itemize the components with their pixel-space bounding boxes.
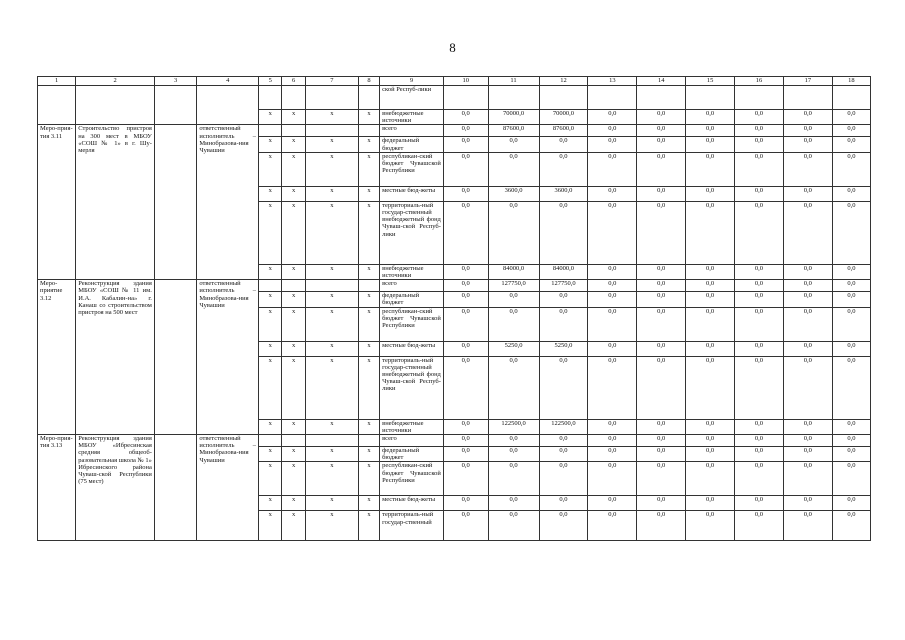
source-cell: территориаль-ный государ-ственный внебюджетный фонд Чуваш-ской Респуб-лики	[380, 356, 444, 419]
value-cell: 3600,0	[488, 186, 539, 201]
code-cell: x	[358, 447, 379, 462]
value-cell: 0,0	[735, 110, 784, 125]
measure-name: Строительство пристроя на 300 мест в МБОУ «СОШ № 1» в г. Шу-мерля	[76, 125, 155, 280]
value-cell: 0,0	[637, 341, 686, 356]
code-cell: x	[358, 292, 379, 307]
value-cell: 0,0	[735, 419, 784, 434]
value-cell: 0,0	[832, 264, 870, 279]
measure-name: Реконструкция здания МБОУ «Ибресинская средняя общеоб-разовательная школа № 1» Ибресинского района Чуваш-ской Республики (75 мест)	[76, 435, 155, 541]
header-cell: 12	[539, 77, 588, 86]
value-cell: 0,0	[735, 496, 784, 511]
value-cell: 0,0	[735, 280, 784, 292]
value-cell: 0,0	[443, 110, 488, 125]
code-cell: x	[358, 511, 379, 541]
value-cell: 0,0	[637, 110, 686, 125]
value-cell: 0,0	[637, 307, 686, 341]
value-cell: 0,0	[588, 201, 637, 264]
source-cell: федеральный бюджет	[380, 137, 444, 152]
code-cell: x	[259, 110, 282, 125]
code-cell: x	[305, 201, 358, 264]
value-cell: 0,0	[588, 152, 637, 186]
value-cell: 0,0	[735, 307, 784, 341]
code-cell: x	[259, 264, 282, 279]
value-cell: 0,0	[832, 280, 870, 292]
source-cell: федеральный бюджет	[380, 447, 444, 462]
code-cell	[358, 125, 379, 137]
value-cell: 0,0	[637, 152, 686, 186]
value-cell: 0,0	[588, 462, 637, 496]
value-cell: 0,0	[686, 137, 735, 152]
source-cell: республикан-ский бюджет Чувашской Республики	[380, 307, 444, 341]
value-cell: 0,0	[588, 435, 637, 447]
value-cell: 0,0	[783, 152, 832, 186]
code-cell: x	[358, 356, 379, 419]
code-cell: x	[282, 356, 305, 419]
code-cell: x	[259, 496, 282, 511]
code-cell: x	[358, 419, 379, 434]
code-cell	[305, 435, 358, 447]
value-cell: 0,0	[783, 356, 832, 419]
header-cell: 15	[686, 77, 735, 86]
value-cell: 0,0	[443, 201, 488, 264]
value-cell: 0,0	[832, 152, 870, 186]
value-cell: 0,0	[443, 496, 488, 511]
value-cell: 3600,0	[539, 186, 588, 201]
code-cell: x	[282, 341, 305, 356]
header-cell: 16	[735, 77, 784, 86]
code-cell: x	[305, 511, 358, 541]
code-cell: x	[305, 447, 358, 462]
value-cell: 0,0	[588, 292, 637, 307]
header-cell: 3	[154, 77, 197, 86]
measure-label: Меро-приятие 3.12	[38, 280, 76, 435]
value-cell: 0,0	[686, 356, 735, 419]
value-cell: 0,0	[539, 356, 588, 419]
value-cell: 0,0	[686, 292, 735, 307]
value-cell: 0,0	[735, 264, 784, 279]
header-cell: 17	[783, 77, 832, 86]
value-cell: 0,0	[539, 462, 588, 496]
source-cell: всего	[380, 125, 444, 137]
value-cell: 0,0	[686, 280, 735, 292]
code-cell: x	[259, 137, 282, 152]
code-cell	[305, 125, 358, 137]
source-cell: ской Респуб-лики	[380, 86, 444, 110]
value-cell: 0,0	[443, 280, 488, 292]
value-cell: 0,0	[443, 307, 488, 341]
code-cell: x	[282, 110, 305, 125]
table-row	[38, 125, 871, 137]
code-cell: x	[358, 307, 379, 341]
value-cell: 0,0	[488, 201, 539, 264]
value-cell: 0,0	[686, 341, 735, 356]
source-cell: территориаль-ный государ-ственный	[380, 511, 444, 541]
code-cell: x	[358, 152, 379, 186]
value-cell: 0,0	[832, 496, 870, 511]
header-cell: 5	[259, 77, 282, 86]
code-cell: x	[358, 201, 379, 264]
code-cell: x	[259, 356, 282, 419]
code-cell: x	[282, 201, 305, 264]
code-cell: x	[305, 341, 358, 356]
source-cell: всего	[380, 280, 444, 292]
value-cell: 0,0	[832, 462, 870, 496]
code-cell: x	[259, 419, 282, 434]
code-cell	[282, 435, 305, 447]
value-cell: 0,0	[735, 201, 784, 264]
value-cell: 0,0	[539, 447, 588, 462]
code-cell	[358, 280, 379, 292]
header-cell: 18	[832, 77, 870, 86]
value-cell: 0,0	[832, 341, 870, 356]
value-cell: 0,0	[783, 496, 832, 511]
empty-cell	[154, 435, 197, 541]
value-cell: 0,0	[637, 125, 686, 137]
value-cell: 0,0	[443, 152, 488, 186]
header-row	[38, 77, 871, 86]
empty-cell	[154, 280, 197, 435]
code-cell: x	[259, 186, 282, 201]
value-cell: 0,0	[443, 264, 488, 279]
source-cell: республикан-ский бюджет Чувашской Республики	[380, 462, 444, 496]
value-cell: 0,0	[488, 307, 539, 341]
code-cell: x	[259, 447, 282, 462]
value-cell: 0,0	[832, 137, 870, 152]
value-cell: 0,0	[443, 137, 488, 152]
header-cell: 14	[637, 77, 686, 86]
value-cell: 0,0	[783, 125, 832, 137]
executor-cell: ответственный исполнитель – Минобразова-ния Чувашии	[197, 125, 259, 280]
code-cell	[358, 435, 379, 447]
value-cell: 0,0	[832, 435, 870, 447]
value-cell: 0,0	[832, 307, 870, 341]
header-cell: 8	[358, 77, 379, 86]
code-cell: x	[305, 307, 358, 341]
value-cell: 0,0	[783, 419, 832, 434]
value-cell: 0,0	[783, 462, 832, 496]
header-cell: 1	[38, 77, 76, 86]
code-cell: x	[358, 137, 379, 152]
code-cell: x	[305, 462, 358, 496]
source-cell: местные бюд-жеты	[380, 496, 444, 511]
code-cell: x	[358, 462, 379, 496]
value-cell: 0,0	[783, 201, 832, 264]
value-cell: 70000,0	[539, 110, 588, 125]
value-cell: 0,0	[735, 511, 784, 541]
header-cell: 13	[588, 77, 637, 86]
code-cell: x	[282, 292, 305, 307]
value-cell: 0,0	[637, 462, 686, 496]
value-cell: 87600,0	[539, 125, 588, 137]
value-cell: 0,0	[735, 447, 784, 462]
code-cell: x	[358, 110, 379, 125]
empty-cell	[154, 125, 197, 280]
value-cell: 0,0	[588, 264, 637, 279]
value-cell: 0,0	[443, 462, 488, 496]
value-cell: 0,0	[783, 280, 832, 292]
code-cell: x	[305, 419, 358, 434]
value-cell: 0,0	[539, 152, 588, 186]
value-cell: 0,0	[637, 201, 686, 264]
code-cell	[305, 280, 358, 292]
value-cell: 0,0	[735, 152, 784, 186]
value-cell: 0,0	[783, 292, 832, 307]
code-cell: x	[282, 511, 305, 541]
table-row	[38, 86, 871, 110]
value-cell: 0,0	[637, 280, 686, 292]
value-cell: 0,0	[832, 292, 870, 307]
value-cell: 0,0	[686, 110, 735, 125]
value-cell: 0,0	[443, 419, 488, 434]
source-cell: местные бюд-жеты	[380, 341, 444, 356]
executor-cell: ответственный исполнитель – Минобразова-ния Чувашии	[197, 435, 259, 541]
value-cell: 0,0	[588, 496, 637, 511]
code-cell: x	[282, 462, 305, 496]
code-cell: x	[305, 152, 358, 186]
value-cell: 0,0	[588, 125, 637, 137]
value-cell: 0,0	[832, 186, 870, 201]
value-cell: 0,0	[832, 511, 870, 541]
header-cell: 6	[282, 77, 305, 86]
code-cell	[282, 125, 305, 137]
value-cell: 0,0	[443, 435, 488, 447]
value-cell: 127750,0	[488, 280, 539, 292]
value-cell: 0,0	[588, 341, 637, 356]
value-cell: 0,0	[443, 511, 488, 541]
code-cell: x	[358, 496, 379, 511]
value-cell: 0,0	[588, 110, 637, 125]
value-cell: 0,0	[783, 186, 832, 201]
table-row	[38, 280, 871, 292]
code-cell	[259, 435, 282, 447]
code-cell: x	[305, 356, 358, 419]
value-cell: 0,0	[783, 264, 832, 279]
executor-cell: ответственный исполнитель – Минобразова-ния Чувашии	[197, 280, 259, 435]
value-cell: 87600,0	[488, 125, 539, 137]
code-cell: x	[259, 152, 282, 186]
code-cell: x	[305, 110, 358, 125]
value-cell: 0,0	[686, 186, 735, 201]
code-cell: x	[282, 419, 305, 434]
value-cell: 0,0	[735, 292, 784, 307]
value-cell: 122500,0	[488, 419, 539, 434]
value-cell: 0,0	[637, 292, 686, 307]
value-cell: 0,0	[783, 307, 832, 341]
code-cell	[259, 280, 282, 292]
value-cell: 0,0	[686, 447, 735, 462]
code-cell: x	[305, 186, 358, 201]
code-cell: x	[259, 511, 282, 541]
value-cell: 0,0	[488, 496, 539, 511]
source-cell: территориаль-ный государ-ственный внебюджетный фонд Чуваш-ской Респуб-лики	[380, 201, 444, 264]
value-cell: 0,0	[832, 110, 870, 125]
value-cell: 0,0	[686, 307, 735, 341]
source-cell: внебюджетные источники	[380, 110, 444, 125]
code-cell: x	[259, 462, 282, 496]
value-cell: 0,0	[443, 125, 488, 137]
code-cell: x	[358, 264, 379, 279]
value-cell: 0,0	[488, 511, 539, 541]
header-cell: 9	[380, 77, 444, 86]
value-cell: 0,0	[539, 307, 588, 341]
value-cell: 0,0	[539, 496, 588, 511]
program-table	[37, 76, 871, 541]
value-cell: 0,0	[637, 356, 686, 419]
source-cell: всего	[380, 435, 444, 447]
code-cell: x	[282, 264, 305, 279]
value-cell: 0,0	[637, 496, 686, 511]
value-cell: 0,0	[539, 137, 588, 152]
value-cell: 0,0	[488, 435, 539, 447]
header-cell: 4	[197, 77, 259, 86]
page-number: 8	[449, 40, 456, 55]
value-cell: 5250,0	[539, 341, 588, 356]
measure-name: Реконструкция здания МБОУ «СОШ № 11 им. И.А. Кабалин-на» г. Канаш со строительством пристроя на 500 мест	[76, 280, 155, 435]
value-cell: 0,0	[488, 462, 539, 496]
value-cell: 0,0	[735, 125, 784, 137]
value-cell: 0,0	[735, 462, 784, 496]
value-cell: 0,0	[443, 292, 488, 307]
source-cell: местные бюд-жеты	[380, 186, 444, 201]
code-cell	[282, 280, 305, 292]
code-cell: x	[305, 496, 358, 511]
code-cell: x	[282, 447, 305, 462]
source-cell: внебюджетные источники	[380, 264, 444, 279]
value-cell: 0,0	[686, 152, 735, 186]
value-cell: 0,0	[637, 511, 686, 541]
measure-label: Меро-прия-тия 3.11	[38, 125, 76, 280]
value-cell: 0,0	[686, 264, 735, 279]
code-cell: x	[358, 341, 379, 356]
table-row	[38, 435, 871, 447]
value-cell: 0,0	[686, 419, 735, 434]
value-cell: 0,0	[832, 125, 870, 137]
value-cell: 0,0	[588, 419, 637, 434]
value-cell: 122500,0	[539, 419, 588, 434]
value-cell: 70000,0	[488, 110, 539, 125]
value-cell: 0,0	[637, 435, 686, 447]
value-cell: 0,0	[588, 307, 637, 341]
value-cell: 0,0	[783, 511, 832, 541]
value-cell: 0,0	[686, 511, 735, 541]
value-cell: 0,0	[443, 341, 488, 356]
code-cell: x	[282, 496, 305, 511]
value-cell: 0,0	[539, 292, 588, 307]
value-cell: 0,0	[832, 447, 870, 462]
code-cell: x	[259, 341, 282, 356]
code-cell: x	[259, 307, 282, 341]
value-cell: 0,0	[637, 137, 686, 152]
value-cell: 0,0	[735, 137, 784, 152]
code-cell	[259, 125, 282, 137]
value-cell: 0,0	[637, 264, 686, 279]
value-cell: 0,0	[588, 356, 637, 419]
header-cell: 10	[443, 77, 488, 86]
source-cell: внебюджетные источники	[380, 419, 444, 434]
header-cell: 11	[488, 77, 539, 86]
value-cell: 0,0	[488, 292, 539, 307]
value-cell: 0,0	[637, 447, 686, 462]
value-cell: 0,0	[443, 186, 488, 201]
value-cell: 0,0	[783, 435, 832, 447]
header-cell: 2	[76, 77, 155, 86]
code-cell: x	[282, 137, 305, 152]
source-cell: республикан-ский бюджет Чувашской Республики	[380, 152, 444, 186]
code-cell: x	[282, 186, 305, 201]
value-cell: 0,0	[832, 356, 870, 419]
measure-label: Меро-прия-тия 3.13	[38, 435, 76, 541]
value-cell: 0,0	[488, 356, 539, 419]
source-cell: федеральный бюджет	[380, 292, 444, 307]
value-cell: 0,0	[488, 137, 539, 152]
value-cell: 0,0	[588, 137, 637, 152]
value-cell: 0,0	[637, 419, 686, 434]
value-cell: 0,0	[539, 511, 588, 541]
value-cell: 0,0	[686, 125, 735, 137]
value-cell: 0,0	[488, 447, 539, 462]
value-cell: 0,0	[637, 186, 686, 201]
code-cell: x	[259, 201, 282, 264]
value-cell: 5250,0	[488, 341, 539, 356]
code-cell: x	[282, 152, 305, 186]
value-cell: 0,0	[588, 280, 637, 292]
value-cell: 84000,0	[488, 264, 539, 279]
value-cell: 0,0	[783, 110, 832, 125]
value-cell: 0,0	[783, 447, 832, 462]
code-cell: x	[305, 264, 358, 279]
value-cell: 127750,0	[539, 280, 588, 292]
value-cell: 0,0	[735, 186, 784, 201]
value-cell: 0,0	[588, 447, 637, 462]
value-cell: 0,0	[588, 186, 637, 201]
value-cell: 0,0	[443, 447, 488, 462]
value-cell: 0,0	[735, 341, 784, 356]
value-cell: 0,0	[783, 137, 832, 152]
value-cell: 0,0	[588, 511, 637, 541]
value-cell: 0,0	[686, 462, 735, 496]
value-cell: 0,0	[686, 201, 735, 264]
value-cell: 0,0	[735, 435, 784, 447]
value-cell: 0,0	[443, 356, 488, 419]
code-cell: x	[259, 292, 282, 307]
code-cell: x	[358, 186, 379, 201]
code-cell: x	[305, 292, 358, 307]
value-cell: 0,0	[832, 419, 870, 434]
value-cell: 0,0	[783, 341, 832, 356]
value-cell: 84000,0	[539, 264, 588, 279]
value-cell: 0,0	[488, 152, 539, 186]
value-cell: 0,0	[539, 435, 588, 447]
code-cell: x	[305, 137, 358, 152]
value-cell: 0,0	[539, 201, 588, 264]
value-cell: 0,0	[686, 435, 735, 447]
value-cell: 0,0	[686, 496, 735, 511]
code-cell: x	[282, 307, 305, 341]
value-cell: 0,0	[832, 201, 870, 264]
value-cell: 0,0	[735, 356, 784, 419]
header-cell: 7	[305, 77, 358, 86]
